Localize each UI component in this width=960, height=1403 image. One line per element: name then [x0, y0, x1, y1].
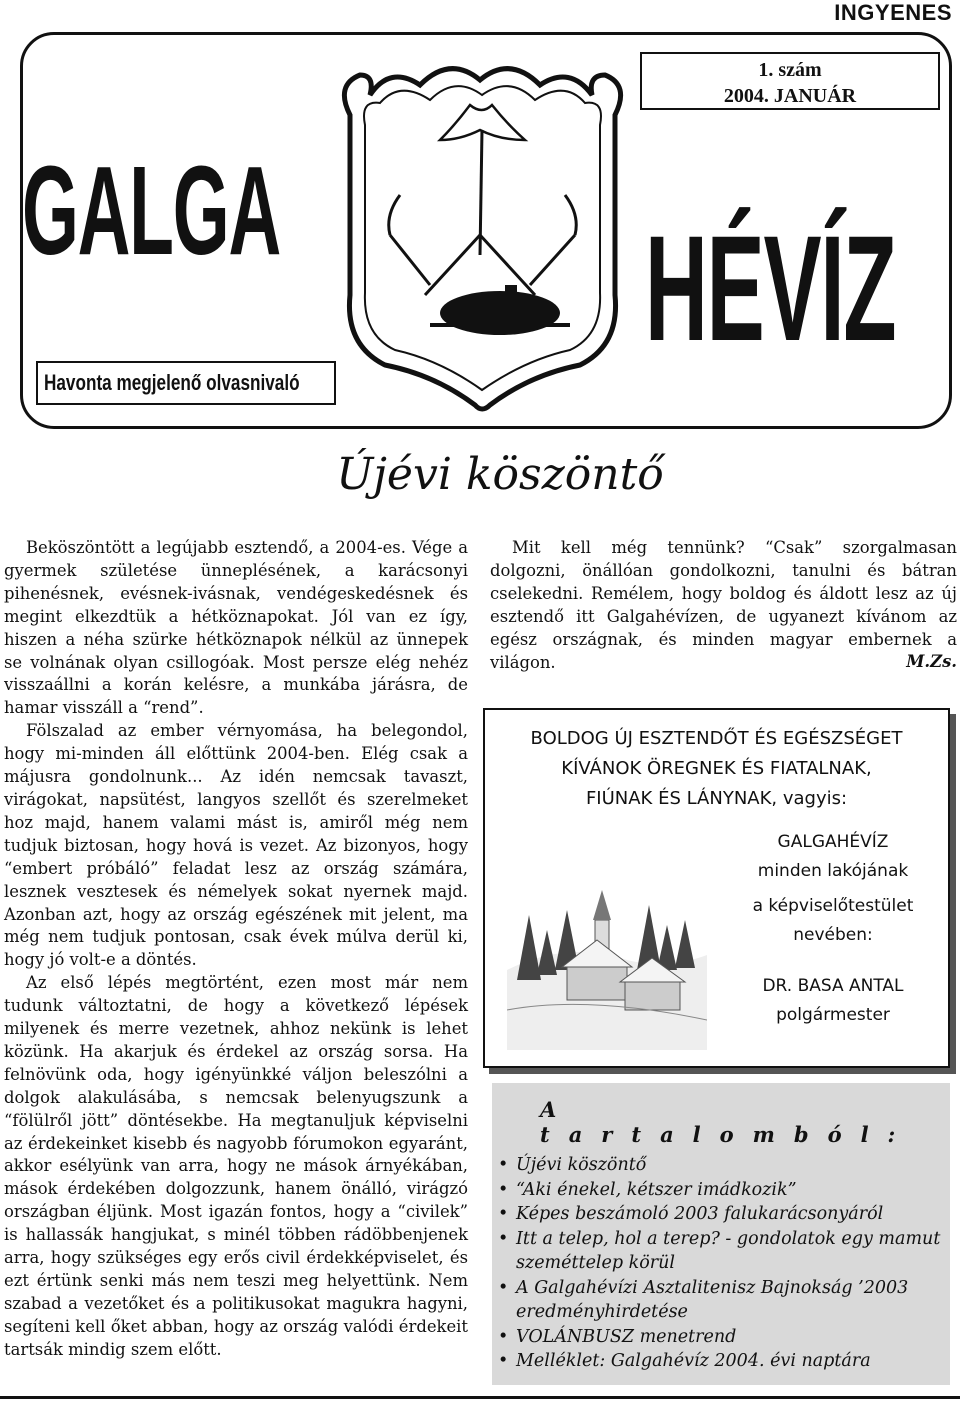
contents-title: A tartalomból:	[540, 1097, 915, 1147]
greeting-recipients	[723, 828, 943, 886]
article-left-column	[4, 537, 468, 1362]
greeting-line: minden lakójának	[757, 861, 909, 881]
greeting-line: nevében:	[793, 925, 873, 945]
contents-item: • A Galgahévízi Asztalitenisz Bajnokság ’2003 eredményhirdetése	[516, 1276, 950, 1325]
author-signature: M.Zs.	[906, 652, 957, 672]
coat-of-arms-emblem	[330, 45, 635, 425]
greeting-line: a képviselőtestület	[752, 896, 914, 916]
greeting-heading	[485, 724, 948, 814]
issue-number: 1. szám	[758, 59, 822, 81]
greeting-line: GALGAHÉVÍZ	[777, 832, 889, 852]
headline: Újévi köszöntő	[336, 449, 664, 500]
masthead-title-right: HÉVÍZ	[645, 204, 896, 372]
greeting-sender	[723, 892, 943, 950]
contents-list	[492, 1153, 950, 1374]
contents-item: • “Aki énekel, kétszer imádkozik”	[516, 1178, 950, 1203]
greeting-signatory	[723, 972, 943, 1030]
contents-box	[492, 1083, 950, 1385]
issue-date: 2004. JANUÁR	[723, 85, 857, 107]
greeting-line: FIÚNAK ÉS LÁNYNAK, vagyis:	[585, 788, 848, 809]
greeting-box	[483, 708, 950, 1068]
article-paragraph: Fölszalad az ember vérnyomása, ha belegondol, hogy mi-minden áll előttünk 2004-ben. Elég csak a májusra gondolnunk... Az idén nemcsak tavaszt, virágokat, napsütést, langyos szellőt és szerelmeket hoz majd, hanem valami mást is, amiről még nem tudjuk biztosan, hogy hová is vezet. Az bizonyos, hogy “embert próbáló” feladat lesz az ország számára, lesznek vesztesek és némelyek sokat nyernek majd. Azonban azt, hogy az ország egészének mit jelent, ma még nem tudjuk pontosan, csak évek múlva derül ki, hogy jó volt-e a döntés.	[4, 721, 468, 970]
greeting-line: KÍVÁNOK ÖREGNEK ÉS FIATALNAK,	[561, 758, 872, 779]
article-right-column	[490, 537, 957, 674]
contents-item: • Képes beszámoló 2003 falukarácsonyáról	[516, 1202, 950, 1227]
article-paragraph: Mit kell még tennünk? “Csak” szorgalmasan dolgozni, önállóan gondolkozni, tanulni és bátran cselekedni. Remélem, hogy boldog és áldott lesz az új esztendő itt Galgahévízen, de ugyanezt kívánom az egész országnak, és minden magyar embernek a világon.	[490, 538, 957, 672]
free-label: INGYENES	[834, 0, 952, 25]
contents-item: • Melléklet: Galgahévíz 2004. évi naptára	[516, 1349, 950, 1374]
masthead-title-left: GALGA	[22, 140, 281, 281]
masthead-tagline: Havonta megjelenő olvasnivaló	[36, 361, 336, 405]
bottom-rule	[0, 1396, 960, 1399]
greeting-line: BOLDOG ÚJ ESZTENDŐT ÉS EGÉSZSÉGET	[530, 728, 903, 749]
article-paragraph: Az első lépés megtörtént, ezen most már nem tudunk változtatni, de hogy a következő lépések milyenek és merre vezetnek, ahhoz nekünk is lehet közünk. Ha akarjuk és érdekel az ország sorsa. Ha felnövünk oda, hogy igényünkké váljon beleszólni a dolgok alakulásába, s nemcsak belenyugszunk a “fölülről jött” döntésekbe. Ha megtanuljuk képviselni az érdekeinket kisebb és nagyobb fórumokon egyaránt, akkor esélyünk van arra, hogy ne mások árnyékában, mások érdekében dolgozzunk, hanem önálló, virágzó országban éljünk. Most igazán fontos, hogy a “civilek” is hallassák hangjukat, s minél többen rádöbbenjenek arra, hogy szükséges egy erős civil érdekképviselet, és ezt értünk senki más nem teszi meg helyettünk. Nem szabad a vezetőket és a politikusokat magukra hagyni, segíteni kell őket abban, hogy az ország valódi érdekeit tartsák mindig szem előtt.	[4, 973, 468, 1359]
signatory-role: polgármester	[776, 1005, 890, 1025]
signatory-name: DR. BASA ANTAL	[762, 976, 904, 996]
contents-item: • Itt a telep, hol a terep? - gondolatok egy mamut szeméttelep körül	[516, 1227, 950, 1276]
issue-box	[640, 52, 940, 110]
contents-item: • VOLÁNBUSZ menetrend	[516, 1325, 950, 1350]
winter-church-painting	[507, 820, 707, 1050]
article-paragraph: Beköszöntött a legújabb esztendő, a 2004-es. Vége a gyermek születése ünneplésének, a karácsonyi pihenésnek, evésnek-ivásnak, vendégeskedésnek és megint elkezdtük a hétköznapokat. Jól van ez így, hiszen a néha szürke hétköznapok nélkül az ünnepek se volnának olyan csillogóak. Most persze elég nehéz visszaállni a korán kelésre, a munkába járásra, de hamar visszáll a “rend”.	[4, 538, 468, 718]
contents-item: • Újévi köszöntő	[516, 1153, 950, 1178]
